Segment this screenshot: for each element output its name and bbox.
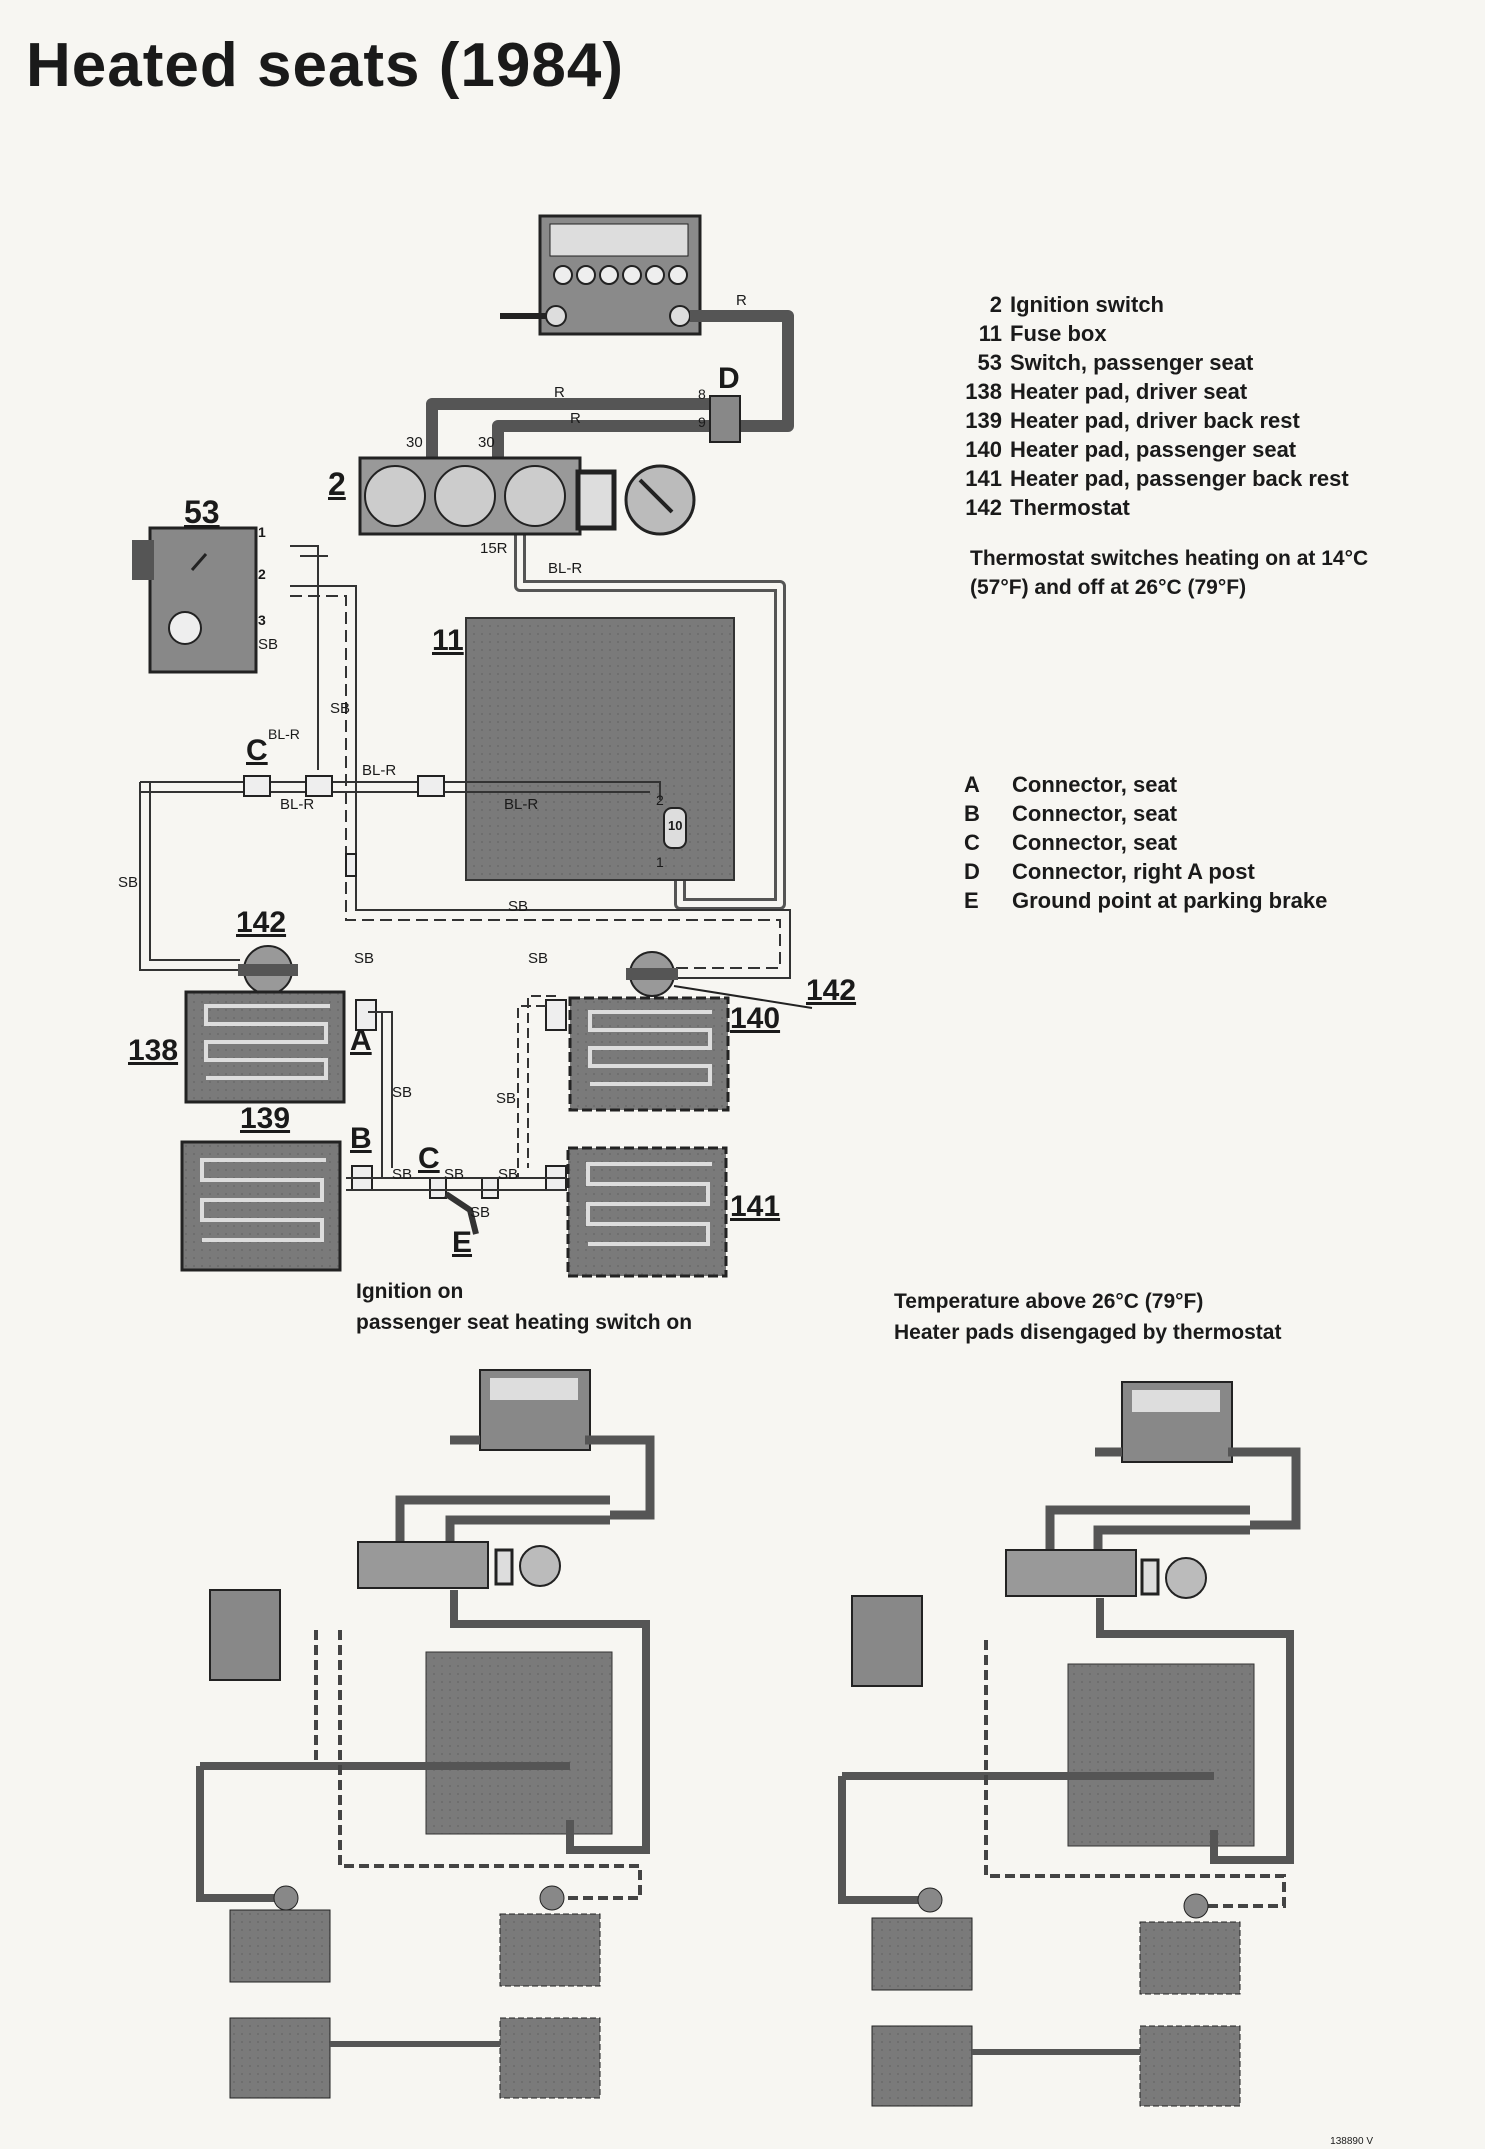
wire-label: SB	[496, 1090, 517, 1107]
legend-row: 141 Heater pad, passenger back rest	[965, 466, 1349, 491]
wire-label: BL-R	[548, 560, 583, 577]
diagram-ignition-on	[200, 1370, 650, 2098]
legend-row: C Connector, seat	[964, 830, 1178, 855]
wire-label: BL-R	[280, 796, 315, 813]
wire-label: R	[554, 384, 565, 401]
label-connector-a: A	[350, 1024, 372, 1057]
figure-code: 138890 V	[1330, 2136, 1373, 2147]
wire-label: SB	[498, 1166, 519, 1183]
terminal-label: 2	[258, 566, 266, 582]
label-53: 53	[184, 494, 220, 530]
diagram-thermostat-disengaged	[842, 1382, 1296, 2106]
legend-row: 53 Switch, passenger seat	[977, 350, 1254, 375]
wire-label: SB	[508, 898, 529, 915]
label-138: 138	[128, 1034, 179, 1067]
label-11: 11	[432, 624, 464, 657]
legend-row: 138 Heater pad, driver seat	[965, 379, 1248, 404]
legend-row: 11 Fuse box	[978, 321, 1107, 346]
legend-row: 139 Heater pad, driver back rest	[965, 408, 1300, 433]
terminal-label: 1	[656, 854, 664, 870]
legend-row: B Connector, seat	[964, 801, 1178, 826]
label-142-passenger: 142	[806, 974, 857, 1007]
legend-row: A Connector, seat	[964, 772, 1178, 797]
wire-label: 9	[698, 414, 706, 430]
wire-label: SB	[118, 874, 139, 891]
wire-label: SB	[330, 700, 351, 717]
wire-label: SB	[258, 636, 279, 653]
wire-label: SB	[392, 1084, 413, 1101]
terminal-label: 2	[656, 792, 664, 808]
wire-label: BL-R	[268, 726, 300, 742]
label-connector-c-upper: C	[246, 734, 268, 767]
legend-row: 142 Thermostat	[965, 495, 1130, 520]
label-connector-b: B	[350, 1122, 372, 1155]
label-141: 141	[730, 1190, 781, 1223]
wire-label: SB	[354, 950, 375, 967]
label-ground-e: E	[452, 1226, 473, 1259]
label-140: 140	[730, 1002, 781, 1035]
wire-label: BL-R	[504, 796, 539, 813]
wire-label: SB	[528, 950, 549, 967]
wire-label: 15R	[480, 540, 508, 557]
terminal-label: 1	[258, 524, 266, 540]
page-title: Heated seats (1984)	[26, 31, 624, 100]
wire-label: SB	[470, 1204, 491, 1221]
label-2: 2	[328, 466, 346, 502]
caption-left: Ignition on passenger seat heating switch on	[356, 1280, 693, 1334]
wire-label: BL-R	[362, 762, 397, 779]
wire-label: 30	[478, 434, 495, 451]
thermostat-note: Thermostat switches heating on at 14°C (57°F) and off at 26°C (79°F)	[970, 547, 1369, 599]
wire-label: 8	[698, 386, 706, 402]
label-139: 139	[240, 1102, 291, 1135]
legend-row: E Ground point at parking brake	[964, 888, 1328, 913]
caption-right: Temperature above 26°C (79°F) Heater pads disengaged by thermostat	[894, 1290, 1282, 1344]
label-connector-d: D	[718, 362, 740, 395]
wire-label: SB	[392, 1166, 413, 1183]
wire-label: SB	[444, 1166, 465, 1183]
fuse-number: 10	[668, 818, 683, 833]
label-142-driver: 142	[236, 906, 287, 939]
label-connector-c-lower: C	[418, 1142, 440, 1175]
legend-row: 140 Heater pad, passenger seat	[965, 437, 1297, 462]
terminal-label: 3	[258, 612, 266, 628]
legend-row: 2 Ignition switch	[989, 292, 1164, 317]
wire-label: R	[736, 292, 747, 309]
legend-row: D Connector, right A post	[964, 859, 1255, 884]
wire-label: R	[570, 410, 581, 427]
wire-label: 30	[406, 434, 423, 451]
